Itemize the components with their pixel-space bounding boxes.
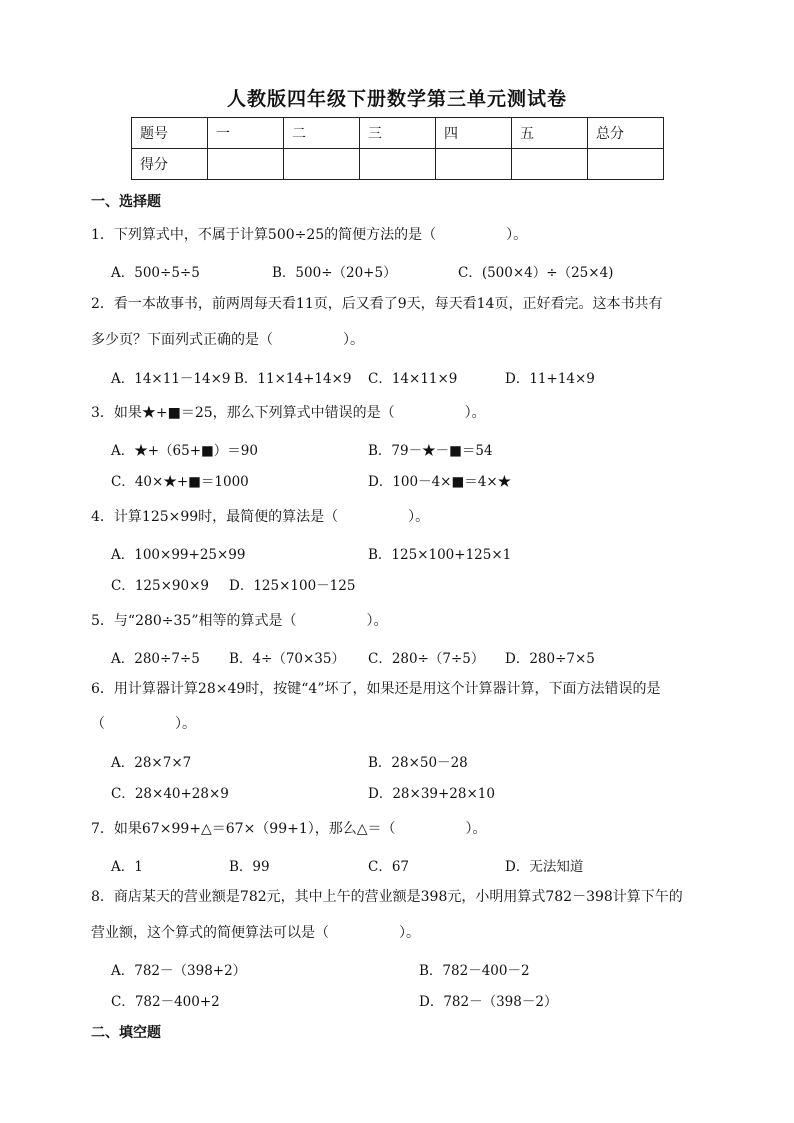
q4-option-b: B．125×100+125×1: [368, 547, 512, 563]
q4-option-a: A．100×99+25×99: [111, 547, 246, 563]
score-cell: [436, 149, 512, 180]
q5-option-d: D．280÷7×5: [505, 651, 595, 667]
question-2-line-2: 多少页？下面列式正确的是（ ）。: [91, 332, 364, 348]
score-cell: [208, 149, 284, 180]
score-header-cell: 四: [436, 118, 512, 149]
question-8-line-2: 营业额，这个算式的简便算法可以是（ ）。: [91, 925, 420, 941]
q8-option-d: D．782－（398－2）: [419, 994, 558, 1010]
score-header-cell: 一: [208, 118, 284, 149]
score-header-cell: 五: [512, 118, 588, 149]
q6-option-c: C．28×40+28×9: [111, 786, 229, 802]
score-header-cell: 二: [284, 118, 360, 149]
q3-option-b: B．79－★－■＝54: [368, 443, 493, 459]
section-heading-fill: 二、填空题: [91, 1025, 161, 1041]
score-cell: [360, 149, 436, 180]
q2-option-d: D．11+14×9: [505, 371, 595, 387]
q4-option-c: C．125×90×9: [111, 578, 209, 594]
page-title: 人教版四年级下册数学第三单元测试卷: [226, 88, 567, 110]
question-4: 4．计算125×99时，最简便的算法是（ ）。: [91, 509, 430, 525]
q8-option-c: C．782－400+2: [111, 994, 220, 1010]
q2-option-a: A．14×11－14×9: [111, 371, 231, 387]
q6-option-b: B．28×50－28: [368, 755, 468, 771]
q4-option-d: D．125×100－125: [229, 578, 356, 594]
q3-option-c: C．40×★+■＝1000: [111, 474, 249, 490]
q7-option-a: A．1: [111, 859, 143, 875]
question-1: 1．下列算式中，不属于计算500÷25的简便方法的是（ ）。: [91, 227, 528, 243]
q7-option-b: B．99: [229, 859, 270, 875]
score-row-label: 得分: [132, 149, 208, 180]
score-header-cell: 题号: [132, 118, 208, 149]
q7-option-c: C．67: [368, 859, 410, 875]
q8-option-b: B．782－400－2: [419, 963, 530, 979]
q2-option-c: C．14×11×9: [368, 371, 458, 387]
q3-option-d: D．100－4×■＝4×★: [368, 474, 512, 490]
question-5: 5．与“280÷35”相等的算式是（ ）。: [91, 613, 388, 629]
question-6-line-1: 6．用计算器计算28×49时，按键“4”坏了，如果还是用这个计算器计算，下面方法错误的是: [91, 681, 661, 697]
q5-option-c: C．280÷（7÷5）: [368, 651, 485, 667]
question-8-line-1: 8．商店某天的营业额是782元，其中上午的营业额是398元，小明用算式782－398计算下午的: [91, 889, 683, 905]
q1-option-a: A．500÷5÷5: [111, 265, 200, 281]
q6-option-d: D．28×39+28×10: [368, 786, 495, 802]
q1-option-b: B．500÷（20+5）: [272, 265, 397, 281]
q3-option-a: A．★+（65+■）＝90: [111, 443, 258, 459]
question-2-line-1: 2．看一本故事书，前两周每天看11页，后又看了9天，每天看14页，正好看完。这本书共有: [91, 296, 663, 312]
score-cell: [284, 149, 360, 180]
score-table-header-row: [132, 118, 664, 149]
section-heading-choice: 一、选择题: [91, 194, 161, 210]
q2-option-b: B．11×14+14×9: [234, 371, 352, 387]
q8-option-a: A．782－（398+2）: [111, 963, 247, 979]
q7-option-d: D．无法知道: [505, 859, 584, 875]
question-6-line-2: （ ）。: [91, 716, 196, 732]
q5-option-a: A．280÷7÷5: [111, 651, 200, 667]
score-cell: [512, 149, 588, 180]
score-header-cell: 三: [360, 118, 436, 149]
score-cell: [588, 149, 664, 180]
question-7: 7．如果67×99+△＝67×（99+1），那么△＝（ ）。: [91, 821, 487, 837]
question-3: 3．如果★+■＝25，那么下列算式中错误的是（ ）。: [91, 405, 486, 421]
score-header-cell: 总分: [588, 118, 664, 149]
score-table: [131, 117, 664, 180]
q5-option-b: B．4÷（70×35）: [229, 651, 345, 667]
score-table-score-row: [132, 149, 664, 180]
q1-option-c: C．(500×4）÷（25×4): [458, 265, 614, 281]
q6-option-a: A．28×7×7: [111, 755, 192, 771]
